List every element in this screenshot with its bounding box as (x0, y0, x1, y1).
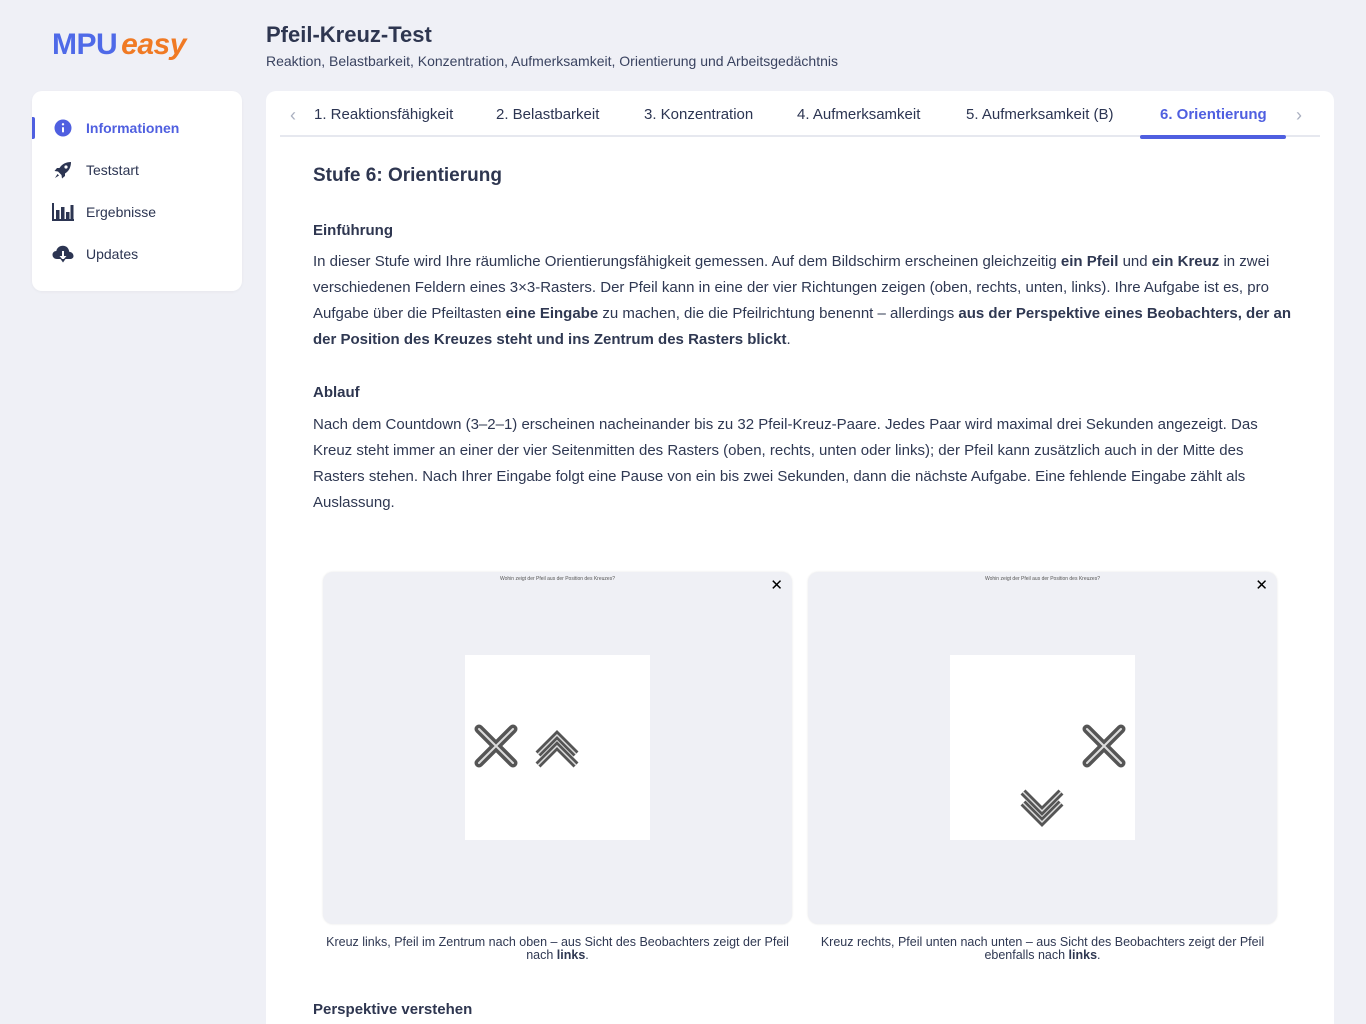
tab-bar (280, 91, 1320, 137)
page-header (266, 22, 838, 69)
section-heading: Stufe 6: Orientierung (313, 165, 502, 186)
example-question: Wohin zeigt der Pfeil aus der Position des Kreuzes? (500, 576, 615, 582)
arrow-down-icon (1023, 792, 1061, 822)
sidebar (32, 91, 242, 291)
chevron-right-icon[interactable]: › (1296, 105, 1302, 125)
brand-logo-easy: easy (121, 28, 186, 61)
tab-reaktionsfaehigkeit[interactable]: 1. Reaktionsfähigkeit (314, 105, 454, 123)
example-caption-2: Kreuz rechts, Pfeil unten nach unten – aus Sicht des Beobachters zeigt der Pfeil ebenfalls nach links. (820, 935, 1265, 962)
info-circle-icon (52, 117, 74, 139)
perspective-heading: Perspektive verstehen (313, 1001, 473, 1018)
tab-aufmerksamkeit[interactable]: 4. Aufmerksamkeit (797, 105, 921, 123)
page-title: Pfeil-Kreuz-Test (266, 22, 432, 47)
cross-icon (479, 729, 513, 763)
rocket-icon (52, 159, 74, 181)
intro-heading: Einführung (313, 222, 393, 239)
sidebar-item-label: Informationen (86, 120, 180, 136)
chevron-left-icon[interactable]: ‹ (290, 105, 296, 125)
example-caption-1: Kreuz links, Pfeil im Zentrum nach oben – aus Sicht des Beobachters zeigt der Pfeil nach links. (326, 935, 789, 962)
close-icon[interactable]: ✕ (770, 577, 783, 594)
brand-logo (52, 28, 186, 62)
brand-logo-mpu: MPU (52, 28, 118, 61)
tab-konzentration[interactable]: 3. Konzentration (644, 105, 754, 123)
sidebar-item-label: Ergebnisse (86, 204, 157, 220)
example-card-1 (323, 572, 792, 924)
arrow-up-icon (538, 735, 576, 765)
close-icon[interactable]: ✕ (1255, 577, 1268, 594)
cloud-download-icon (52, 243, 74, 265)
active-tab-indicator (1140, 135, 1286, 139)
sidebar-item-updates[interactable] (32, 233, 242, 275)
sidebar-item-ergebnisse[interactable] (32, 191, 242, 233)
sidebar-item-informationen[interactable] (32, 107, 242, 149)
example-card-2 (808, 572, 1277, 924)
tab-aufmerksamkeit-b[interactable]: 5. Aufmerksamkeit (B) (966, 105, 1114, 123)
example-grid (950, 655, 1135, 840)
sidebar-item-teststart[interactable] (32, 149, 242, 191)
tab-belastbarkeit[interactable]: 2. Belastbarkeit (496, 105, 600, 123)
tab-orientierung[interactable]: 6. Orientierung (1160, 105, 1267, 123)
bar-chart-icon (52, 201, 74, 223)
example-grid (465, 655, 650, 840)
main-panel (266, 91, 1334, 1024)
cross-icon (1087, 729, 1121, 763)
sidebar-item-label: Teststart (86, 162, 139, 178)
intro-paragraph: In dieser Stufe wird Ihre räumliche Orientierungsfähigkeit gemessen. Auf dem Bildschirm erscheinen gleichzeitig ein Pfeil und ein Kreuz in zwei verschiedenen Feldern eines 3×3-Rasters. Der Pfeil kann in eine der vier Richtungen zeigen (oben, rechts, unten, links). Ihre Aufgabe ist es, pro Aufgabe über die Pfeiltasten eine Eingabe zu machen, die die Pfeilrichtung benennt – allerdings aus der Perspektive eines Beobachters, der an der Position des Kreuzes steht und ins Zentrum des Rasters blickt. (313, 253, 1292, 348)
ablauf-paragraph: Nach dem Countdown (3–2–1) erscheinen nacheinander bis zu 32 Pfeil-Kreuz-Paare. Jedes Paar wird maximal drei Sekunden angezeigt. Das Kreuz steht immer an einer der vier Seitenmitten des Rasters (oben, rechts, unten oder links); der Pfeil kann zusätzlich auch in der Mitte des Rasters stehen. Nach Ihrer Eingabe folgt eine Pause von ein bis zwei Sekunden, dann die nächste Aufgabe. Eine fehlende Eingabe zählt als Auslassung. (313, 416, 1258, 511)
page-subtitle: Reaktion, Belastbarkeit, Konzentration, Aufmerksamkeit, Orientierung und Arbeitsgedächtnis (266, 53, 838, 69)
sidebar-item-label: Updates (86, 246, 139, 262)
ablauf-heading: Ablauf (313, 384, 360, 401)
example-question: Wohin zeigt der Pfeil aus der Position des Kreuzes? (985, 576, 1100, 582)
